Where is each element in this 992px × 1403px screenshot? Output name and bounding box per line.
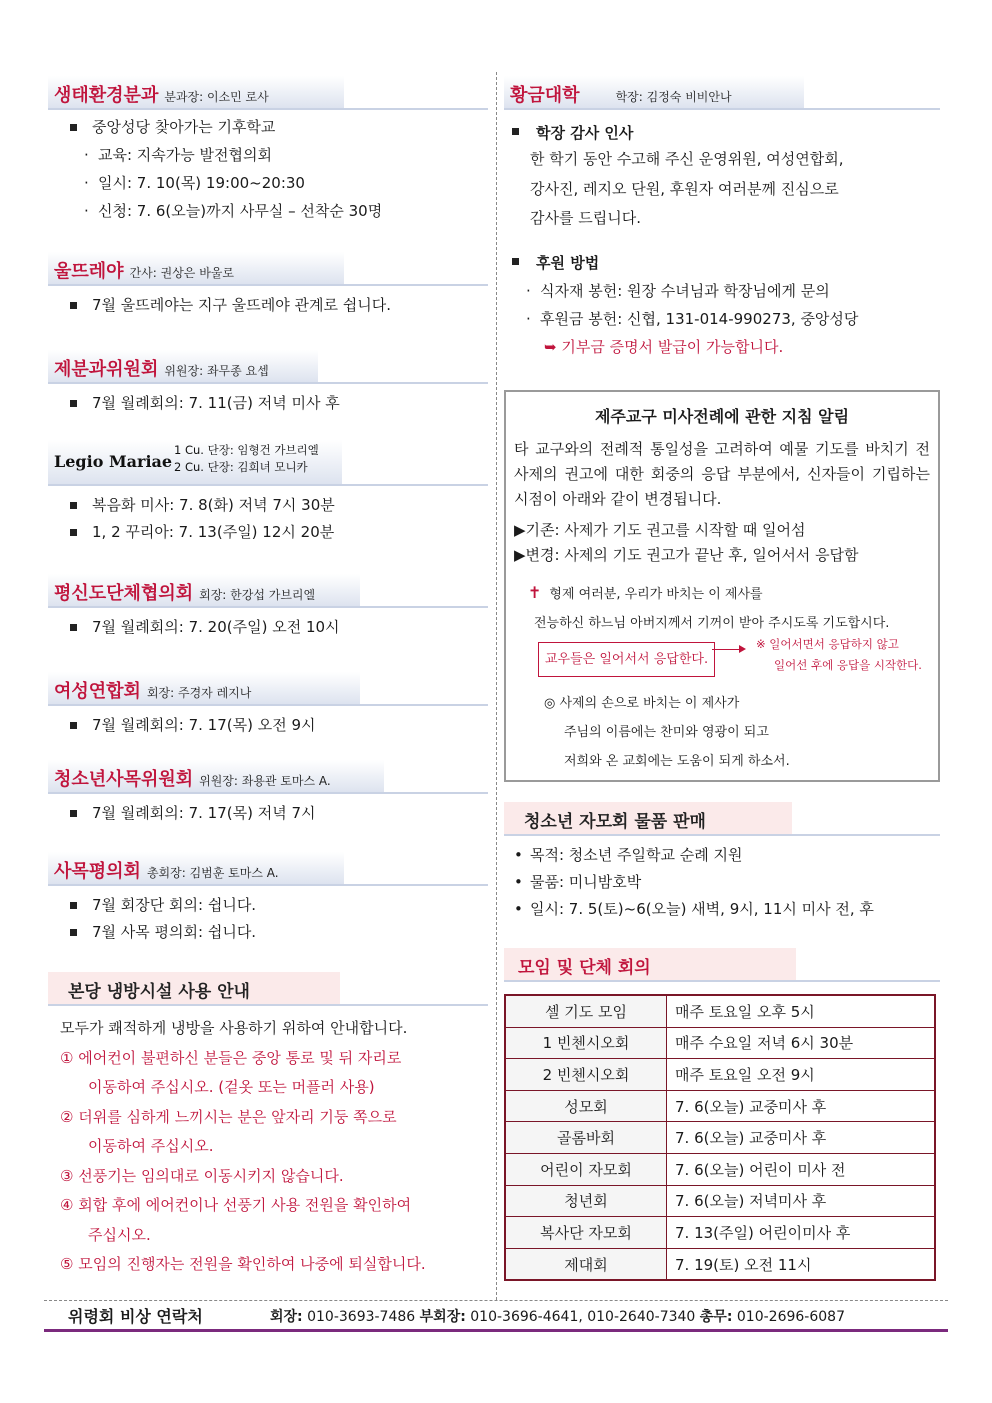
section-sale: 청소년 자모회 물품 판매 • 목적: 청소년 주일학교 순례 지원 • 물품: 미니밤호박 • 일시: 7. 5(토)~6(오늘) 새벽, 9시, 11시 미사 전, 후	[504, 802, 940, 923]
list-item: 7월 회장단 회의: 쉽니다.	[70, 892, 488, 919]
meeting-name: 청년회	[505, 1185, 667, 1217]
section-committee: 제분과위원회 위원장: 좌무종 요셉 7월 월례회의: 7. 11(금) 저녁 미사 후	[48, 350, 488, 417]
list-item: · 신청: 7. 6(오늘)까지 사무실 – 선착순 30명	[84, 197, 488, 225]
section-meetings: 모임 및 단체 회의	[504, 948, 940, 982]
table-row	[505, 1185, 935, 1217]
table-row	[505, 995, 935, 1027]
meeting-time: 매주 수요일 저녁 6시 30분	[667, 1027, 936, 1059]
response-box: 교우들은 일어서서 응답한다.	[538, 642, 715, 677]
liturgy-guideline-box: 제주교구 미사전례에 관한 지침 알림 타 교구와의 전례적 통일성을 고려하여 예물 기도를 바치기 전 사제의 권고에 대한 회중의 응답 부분에서, 신자들이 기립하는 시점이 아래와 같이 변경됩니다. ▶기존: 사제가 기도 권고를 시작할 때 일어섬 ▶변경: 사제의 기도 권고가 끝난 후, 일어서서 응답함 ✝ 형제 여러분, 우리가 바치는 이 제사를 전능하신 하느님 아버지께서 기꺼이 받아 주시도록 기도합시다. 교우들은 일어서서 응답한다. ◎ 사제의 손으로 바치는 이 제사가 주님의 이름에는 찬미와 영광이 되고 저희와 온 교회에는 도움이 되게 하소서. ※ 일어서면서 응답하지 않고 일어선 후에 응답을 시작한다.	[504, 390, 940, 782]
response-note: ※ 일어서면서 응답하지 않고 일어선 후에 응답을 시작한다.	[756, 637, 922, 672]
list-item: 7월 월례회의: 7. 17(목) 오전 9시	[70, 712, 488, 739]
cross-icon: ✝	[528, 583, 542, 602]
footer	[44, 1300, 948, 1332]
meeting-time: 7. 13(주일) 어린이미사 후	[667, 1217, 936, 1249]
meeting-name: 2 빈첸시오회	[505, 1059, 667, 1091]
list-item: • 목적: 청소년 주일학교 순례 지원	[514, 842, 940, 869]
section-youth: 청소년사목위원회 위원장: 좌용관 토마스 A. 7월 월례회의: 7. 17(목) 저녁 7시	[48, 760, 488, 827]
section-ultreya: 울뜨레야 간사: 권상은 바울로 7월 울뜨레야는 지구 울뜨레야 관계로 쉽니다.	[48, 252, 488, 319]
table-row	[505, 1027, 935, 1059]
meeting-time: 매주 토요일 오후 5시	[667, 995, 936, 1027]
column-divider	[496, 72, 497, 1300]
meeting-time: 매주 토요일 오전 9시	[667, 1059, 936, 1091]
footer-contacts: 회장: 010-3693-7486 부회장: 010-3696-4641, 010-2640-7340 총무: 010-2696-6087	[270, 1309, 845, 1325]
meeting-name: 골롬바회	[505, 1122, 667, 1154]
section-legio: Legio Mariae 1 Cu. 단장: 임형건 가브리엘 2 Cu. 단장: 김희녀 모니카 복음화 미사: 7. 8(화) 저녁 7시 30분 1, 2 꾸리아: 7. 13(주일) 12시 20분	[48, 440, 488, 546]
meeting-name: 1 빈첸시오회	[505, 1027, 667, 1059]
meeting-name: 셀 기도 모임	[505, 995, 667, 1027]
table-row	[505, 1248, 935, 1280]
meeting-name: 성모회	[505, 1090, 667, 1122]
footer-title: 위령회 비상 연락처	[68, 1307, 203, 1326]
section-title: 생태환경분과	[54, 85, 159, 106]
box-title: 제주교구 미사전례에 관한 지침 알림	[594, 407, 850, 426]
list-item: 7월 울뜨레야는 지구 울뜨레야 관계로 쉽니다.	[70, 292, 488, 319]
table-row	[505, 1122, 935, 1154]
meeting-time: 7. 6(오늘) 교중미사 후	[667, 1090, 936, 1122]
list-item: 복음화 미사: 7. 8(화) 저녁 7시 30분	[70, 492, 488, 519]
list-item: 1, 2 꾸리아: 7. 13(주일) 12시 20분	[70, 519, 488, 546]
section-pastoral: 사목평의회 총회장: 김범훈 토마스 A. 7월 회장단 회의: 쉽니다. 7월 사목 평의회: 쉽니다.	[48, 852, 488, 946]
list-item: • 물품: 미니밤호박	[514, 869, 940, 896]
meeting-time: 7. 6(오늘) 저녁미사 후	[667, 1185, 936, 1217]
meeting-name: 제대회	[505, 1248, 667, 1280]
table-row	[505, 1217, 935, 1249]
list-item: 중앙성당 찾아가는 기후학교	[70, 114, 488, 141]
table-row	[505, 1090, 935, 1122]
meeting-time: 7. 6(오늘) 어린이 미사 전	[667, 1153, 936, 1185]
meeting-time: 7. 6(오늘) 교중미사 후	[667, 1122, 936, 1154]
arrow-right-icon	[712, 649, 744, 650]
section-aircon: 본당 냉방시설 사용 안내 모두가 쾌적하게 냉방을 사용하기 위하여 안내합니다. ① 에어컨이 불편하신 분들은 중앙 통로 및 뒤 자리로 이동하여 주십시오. (겉옷 또는 머플러 사용) ② 더위를 심하게 느끼시는 분은 앞자리 기둥 쪽으로 이동하여 주십시오. ③ 선풍기는 임의대로 이동시키지 않습니다. ④ 회합 후에 에어컨이나 선풍기 사용 전원을 확인하여 주십시오. ⑤ 모임의 진행자는 전원을 확인하여 나중에 퇴실합니다.	[48, 972, 488, 1280]
list-item: 7월 월례회의: 7. 11(금) 저녁 미사 후	[70, 390, 488, 417]
section-golden-univ: 황금대학 학장: 김정숙 비비안나 학장 감사 인사 한 학기 동안 수고해 주신 운영위원, 여성연합회, 강사진, 레지오 단원, 후원자 여러분께 진심으로 감사를 드립니다. 후원 방법 · 식자재 봉헌: 원장 수녀님과 학장님에게 문의 · 후원금 봉헌: 신협, 131-014-990273, 중앙성당 ➥ 기부금 증명서 발급이 가능합니다.	[504, 76, 940, 361]
table-row	[505, 1153, 935, 1185]
meeting-name: 복사단 자모회	[505, 1217, 667, 1249]
list-item: · 식자재 봉헌: 원장 수녀님과 학장님에게 문의	[526, 277, 940, 305]
list-item: 7월 월례회의: 7. 20(주일) 오전 10시	[70, 614, 488, 641]
list-item: · 일시: 7. 10(목) 19:00~20:30	[84, 169, 488, 197]
meeting-time: 7. 19(토) 오전 11시	[667, 1248, 936, 1280]
list-item: • 일시: 7. 5(토)~6(오늘) 새벽, 9시, 11시 미사 전, 후	[514, 896, 940, 923]
list-item: · 교육: 지속가능 발전협의회	[84, 141, 488, 169]
table-row	[505, 1059, 935, 1091]
section-women: 여성연합회 회장: 주경자 레지나 7월 월례회의: 7. 17(목) 오전 9시	[48, 672, 488, 739]
section-eco: 생태환경분과 분과장: 이소민 로사 중앙성당 찾아가는 기후학교 · 교육: 지속가능 발전협의회 · 일시: 7. 10(목) 19:00~20:30 · 신청: 7. 6(오늘)까지 사무실 – 선착순 30명	[48, 76, 488, 225]
list-item: · 후원금 봉헌: 신협, 131-014-990273, 중앙성당	[526, 305, 940, 333]
list-item: 7월 월례회의: 7. 17(목) 저녁 7시	[70, 800, 488, 827]
list-item: 7월 사목 평의회: 쉽니다.	[70, 919, 488, 946]
meetings-table	[504, 994, 936, 1281]
section-laity: 평신도단체협의회 회장: 한강섭 가브리엘 7월 월례회의: 7. 20(주일) 오전 10시	[48, 574, 488, 641]
meeting-name: 어린이 자모회	[505, 1153, 667, 1185]
